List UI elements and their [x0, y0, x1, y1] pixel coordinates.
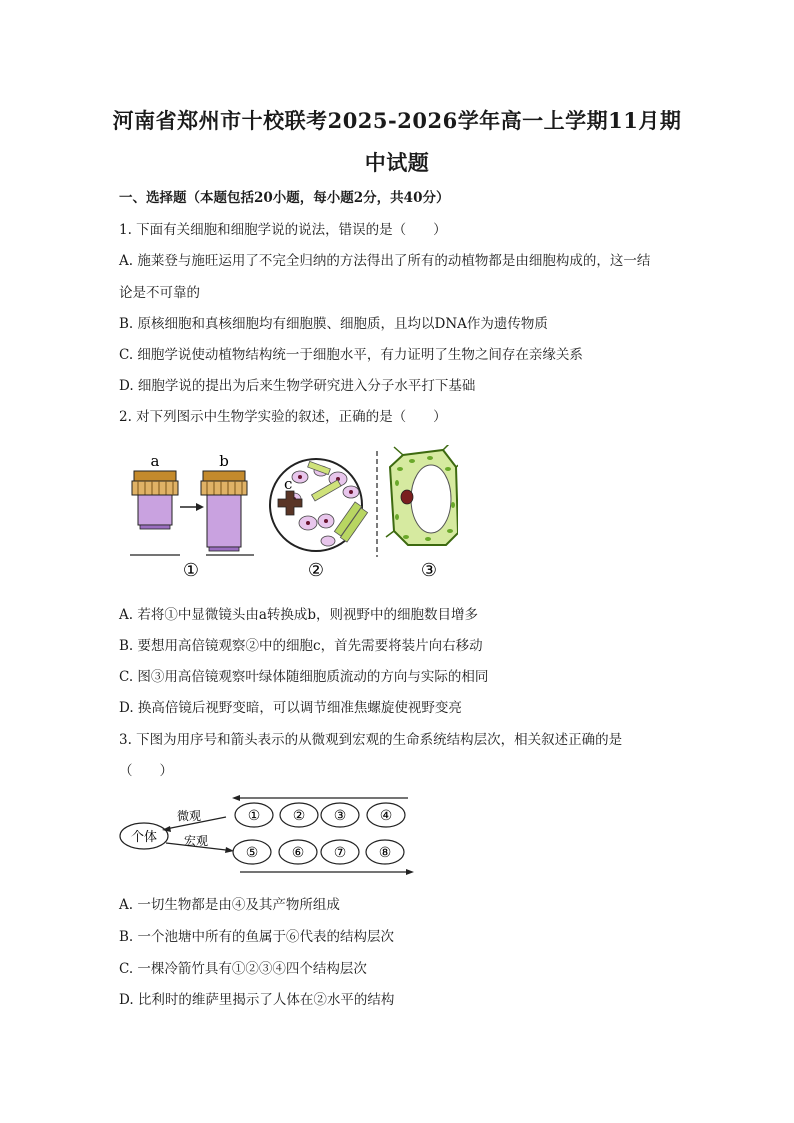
q1-option-a-cont: 论是不可靠的 — [119, 285, 200, 301]
title-line-2: 中试题 — [364, 150, 430, 175]
level-node-5 — [233, 840, 271, 864]
objective-lens-b — [201, 452, 247, 551]
title-line-1: 河南省郑州市十校联考2025-2026学年高一上学期11月期 — [112, 108, 682, 133]
q1-option-d: D. 细胞学说的提出为后来生物学研究进入分子水平打下基础 — [119, 378, 476, 394]
q2-option-a: A. 若将①中显微镜头由a转换成b，则视野中的细胞数目增多 — [119, 607, 479, 623]
level-node-1 — [235, 803, 273, 827]
q1-option-b: B. 原核细胞和真核细胞均有细胞膜、细胞质，且均以DNA作为遗传物质 — [119, 316, 548, 332]
q2-option-c: C. 图③用高倍镜观察叶绿体随细胞质流动的方向与实际的相同 — [119, 669, 489, 685]
level-node-6 — [279, 840, 317, 864]
svg-text:③: ③ — [333, 808, 347, 824]
svg-text:⑤: ⑤ — [245, 845, 259, 861]
q2-option-d: D. 换高倍镜后视野变暗，可以调节细准焦螺旋使视野变亮 — [119, 700, 462, 716]
svg-text:①: ① — [247, 808, 261, 824]
section-heading: 一、选择题（本题包括20小题，每小题2分，共40分） — [119, 190, 450, 206]
q3-option-d: D. 比利时的维萨里揭示了人体在②水平的结构 — [119, 992, 395, 1008]
label-a: a — [150, 452, 160, 470]
q1-option-a: A. 施莱登与施旺运用了不完全归纳的方法得出了所有的动植物都是由细胞构成的，这一结 — [119, 253, 651, 269]
macro-label: 宏观 — [183, 834, 209, 848]
q3-stem: 3. 下图为用序号和箭头表示的从微观到宏观的生命系统结构层次，相关叙述正确的是 — [119, 732, 623, 748]
svg-text:④: ④ — [379, 808, 393, 824]
micro-label: 微观 — [176, 809, 202, 823]
q3-option-c: C. 一棵冷箭竹具有①②③④四个结构层次 — [119, 961, 367, 977]
svg-text:⑧: ⑧ — [378, 845, 392, 861]
q1-stem: 1. 下面有关细胞和细胞学说的说法，错误的是（ ） — [119, 222, 447, 238]
figure-number-1: ① — [182, 560, 200, 581]
q3-stem-paren: （ ） — [119, 763, 173, 779]
level-node-7 — [321, 840, 359, 864]
figure-number-3: ③ — [420, 560, 438, 581]
svg-text:⑦: ⑦ — [333, 845, 347, 861]
q2-stem: 2. 对下列图示中生物学实验的叙述，正确的是（ ） — [119, 409, 447, 425]
label-c: c — [284, 475, 293, 493]
q1-option-c: C. 细胞学说使动植物结构统一于细胞水平，有力证明了生物之间存在亲缘关系 — [119, 347, 583, 363]
q3-option-a: A. 一切生物都是由④及其产物所组成 — [119, 897, 340, 913]
label-b: b — [219, 452, 229, 470]
plant-cell — [386, 445, 458, 545]
q2-figure — [118, 445, 458, 585]
svg-text:②: ② — [292, 808, 306, 824]
field-of-view — [270, 459, 368, 551]
q2-option-b: B. 要想用高倍镜观察②中的细胞c，首先需要将装片向右移动 — [119, 638, 483, 654]
level-node-8 — [366, 840, 404, 864]
q3-figure — [118, 795, 418, 883]
figure-number-2: ② — [307, 560, 325, 581]
level-node-3 — [321, 803, 359, 827]
svg-text:⑥: ⑥ — [291, 845, 305, 861]
q3-option-b: B. 一个池塘中所有的鱼属于⑥代表的结构层次 — [119, 929, 395, 945]
individual-label: 个体 — [130, 830, 158, 845]
level-node-2 — [280, 803, 318, 827]
level-node-4 — [367, 803, 405, 827]
objective-lens-a — [132, 452, 178, 529]
